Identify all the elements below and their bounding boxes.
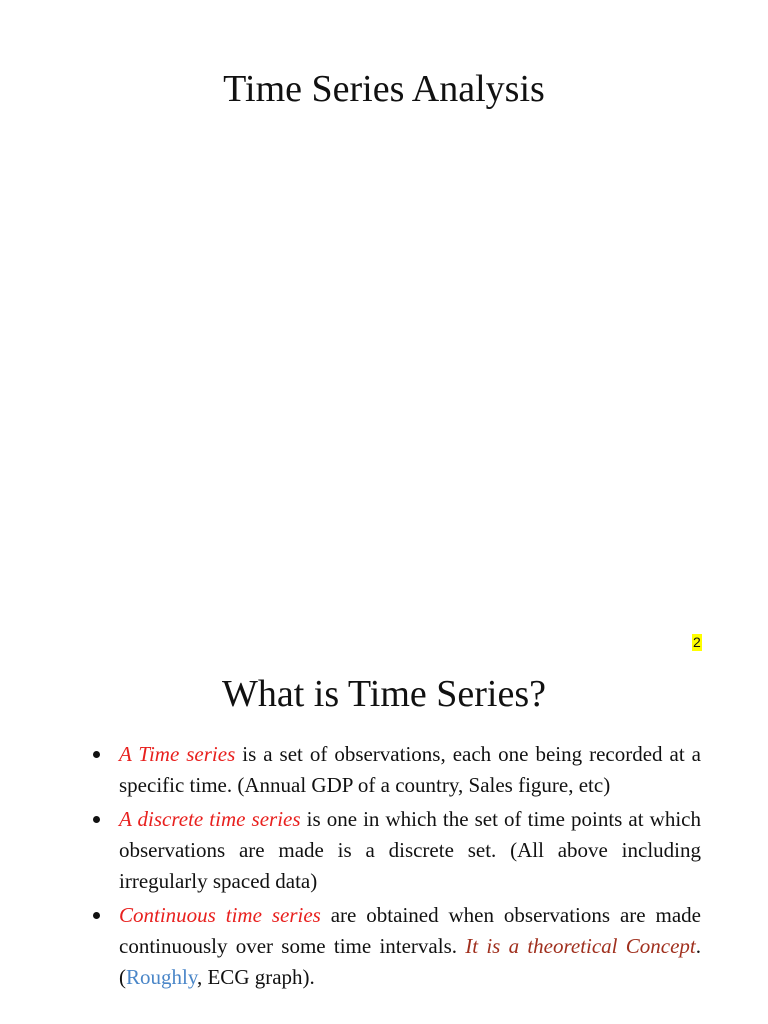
bullet-dot-icon	[93, 816, 100, 823]
bullet-text-punctuation: . (	[119, 934, 701, 989]
page-title: Time Series Analysis	[223, 68, 545, 110]
bullet-text: are obtained when observations are made continuously over some time intervals.	[119, 903, 701, 958]
bullet-dot-icon	[93, 912, 100, 919]
bullet-item-discrete-time-series	[119, 804, 701, 897]
bullet-list	[0, 739, 768, 993]
bullet-dot-icon	[93, 751, 100, 758]
bullet-item-continuous-time-series	[119, 900, 701, 993]
roughly-link[interactable]: Roughly	[126, 965, 197, 989]
bullet-text: is a set of observations, each one being recorded at a specific time. (Annual GDP of a country, Sales figure, etc)	[119, 742, 701, 797]
term-time-series: A Time series	[119, 742, 236, 766]
page-number: 2	[693, 634, 701, 650]
section-title: What is Time Series?	[221, 673, 547, 715]
bullet-item-time-series	[119, 739, 701, 801]
theoretical-concept-note: It is a theoretical Concept	[465, 934, 696, 958]
term-discrete-time-series: A discrete time series	[119, 807, 301, 831]
bullet-text-tail: , ECG graph).	[196, 965, 315, 989]
bullet-text: is one in which the set of time points at which observations are made is a discrete set. (All above including irregularly spaced data)	[119, 807, 701, 893]
term-continuous-time-series: Continuous time series	[119, 903, 321, 927]
